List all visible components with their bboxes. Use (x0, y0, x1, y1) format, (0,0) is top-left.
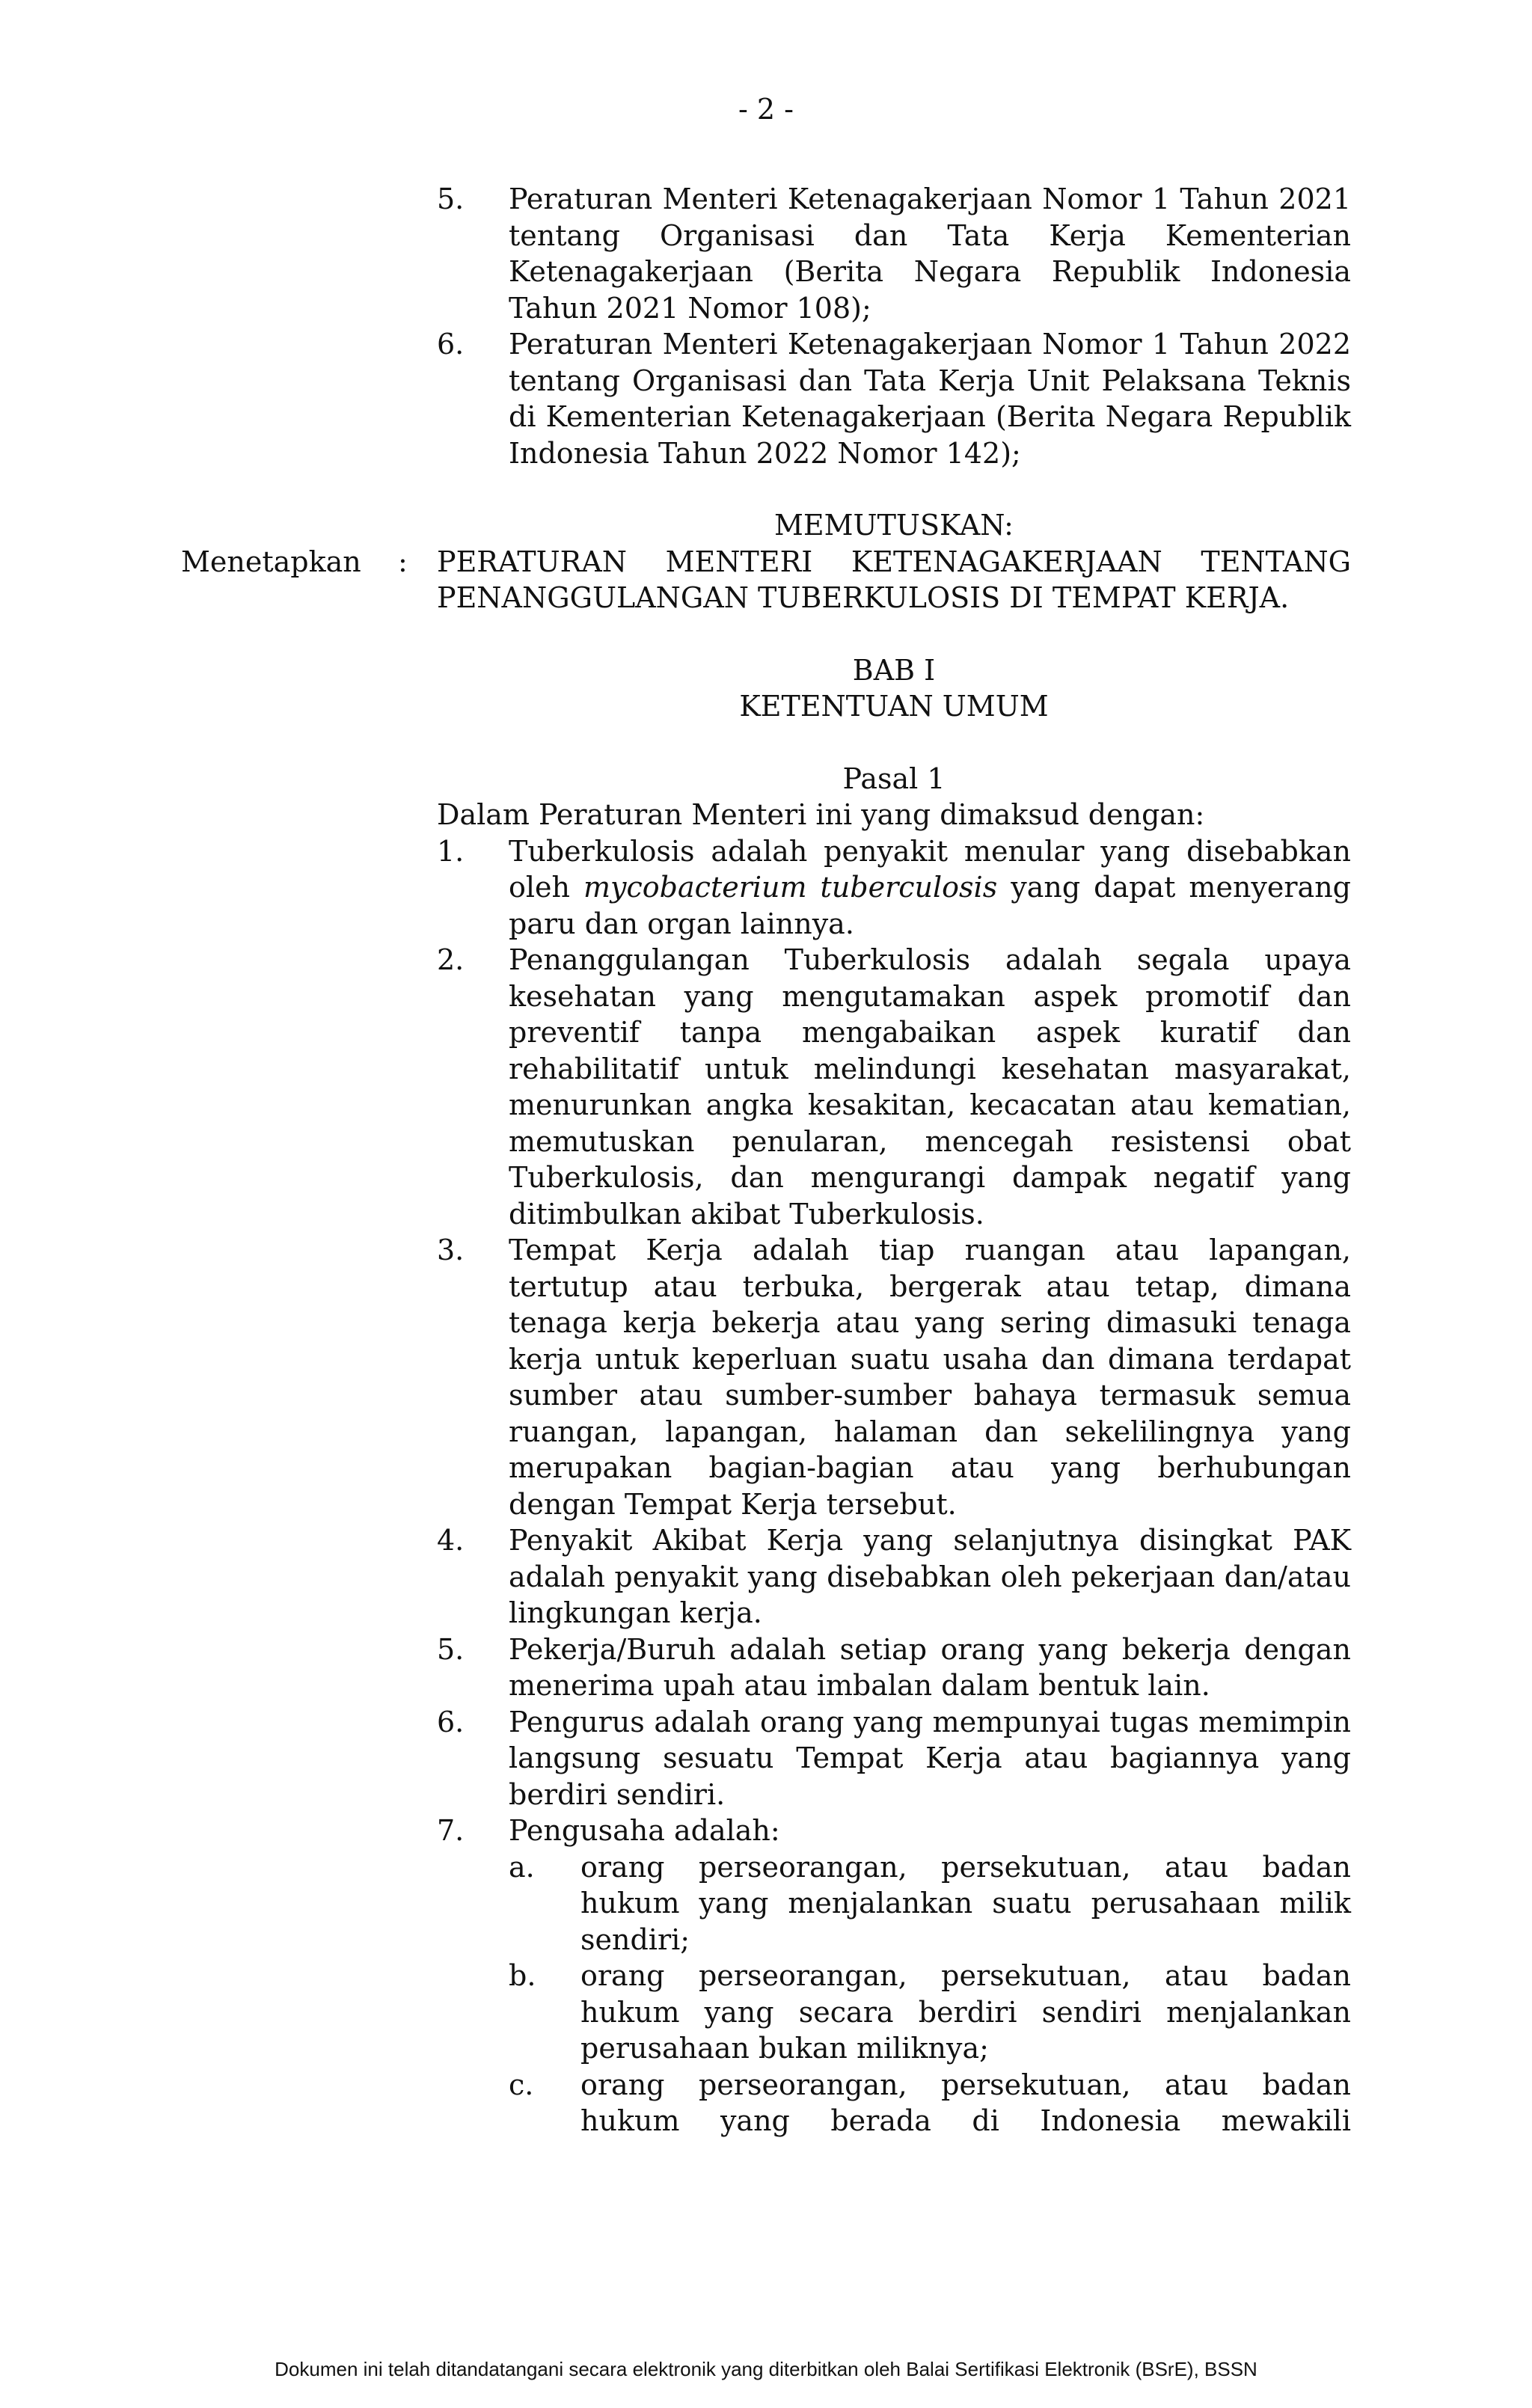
definition-item (437, 1522, 1351, 1632)
recital-item (437, 326, 1351, 471)
definition-text: Pengusaha adalah: (509, 1814, 780, 1847)
definition-italic-term: mycobacterium tuberculosis (583, 871, 998, 904)
definition-text (509, 833, 1351, 943)
decision-block (181, 544, 1351, 616)
definition-number: 3. (437, 1234, 465, 1266)
document-body (181, 181, 1351, 2139)
recital-number: 6. (437, 328, 465, 361)
chapter-title: BAB I (852, 653, 936, 687)
decision-label: Menetapkan (181, 545, 361, 578)
definition-number: 6. (437, 1705, 465, 1738)
chapter-subtitle: KETENTUAN UMUM (739, 690, 1049, 723)
definition-text: Tempat Kerja adalah tiap ruangan atau lapangan, tertutup atau terbuka, bergerak atau tetap, dimana tenaga kerja bekerja atau yang sering dimasuki tenaga kerja untuk keperluan suatu usaha dan dimana terdapat sumber atau sumber-sumber bahaya termasuk semua ruangan, lapangan, halaman dan sekelilingnya yang merupakan bagian-bagian atau yang berhubungan dengan Tempat Kerja tersebut. (509, 1234, 1351, 1521)
definition-text: Penanggulangan Tuberkulosis adalah segala upaya kesehatan yang mengutamakan aspek promotif dan preventif tanpa mengabaikan aspek kuratif dan rehabilitatif untuk melindungi kesehatan masyarakat, menurunkan angka kesakitan, kecacatan atau kematian, memutuskan penularan, mencegah resistensi obat Tuberkulosis, dan mengurangi dampak negatif yang ditimbulkan akibat Tuberkulosis. (509, 943, 1351, 1231)
definition-number: 1. (437, 834, 465, 868)
definition-number: 4. (437, 1524, 465, 1557)
subitem-letter: a. (509, 1850, 535, 1884)
subitem-letter: b. (509, 1959, 536, 1992)
subitem-text: orang perseorangan, persekutuan, atau badan hukum yang secara berdiri sendiri menjalankan perusahaan bukan miliknya; (580, 1959, 1351, 2065)
subitem-text: orang perseorangan, persekutuan, atau badan hukum yang menjalankan suatu perusahaan milik sendiri; (580, 1850, 1351, 1956)
definition-subitem (509, 1849, 1351, 1958)
spacer (437, 725, 1351, 761)
definition-text: Penyakit Akibat Kerja yang selanjutnya disingkat PAK adalah penyakit yang disebabkan oleh pekerjaan dan/atau lingkungan kerja. (509, 1524, 1351, 1629)
decision-text: PERATURAN MENTERI KETENAGAKERJAAN TENTANG PENANGGULANGAN TUBERKULOSIS DI TEMPAT KERJA. (437, 545, 1351, 614)
page-number: - 2 - (738, 93, 794, 126)
definition-text: Pengurus adalah orang yang mempunyai tugas memimpin langsung sesuatu Tempat Kerja atau bagiannya yang berdiri sendiri. (509, 1705, 1351, 1811)
recital-text: Peraturan Menteri Ketenagakerjaan Nomor 1 Tahun 2022 tentang Organisasi dan Tata Kerja Unit Pelaksana Teknis di Kementerian Ketenagakerjaan (Berita Negara Republik Indonesia Tahun 2022 Nomor 142); (509, 328, 1351, 470)
decision-colon: : (398, 545, 408, 578)
definition-item (437, 1813, 1351, 2139)
article-intro: Dalam Peraturan Menteri ini yang dimaksud dengan: (437, 798, 1205, 831)
definition-subitem (509, 1958, 1351, 2067)
recital-item (437, 181, 1351, 326)
subitem-letter: c. (509, 2068, 534, 2101)
spacer (437, 616, 1351, 652)
definition-number: 7. (437, 1814, 465, 1847)
decision-heading: MEMUTUSKAN: (774, 509, 1014, 542)
definition-number: 2. (437, 943, 465, 976)
definition-number: 5. (437, 1632, 465, 1666)
article-title: Pasal 1 (842, 762, 946, 795)
definition-text: Pekerja/Buruh adalah setiap orang yang bekerja dengan menerima upah atau imbalan dalam bentuk lain. (509, 1632, 1351, 1702)
definition-item (437, 1232, 1351, 1522)
definition-item (437, 1704, 1351, 1813)
definition-item (437, 1632, 1351, 1704)
definition-subitem (509, 2067, 1351, 2139)
definition-item (437, 833, 1351, 943)
recital-number: 5. (437, 183, 465, 215)
subitem-text: orang perseorangan, persekutuan, atau badan hukum yang berada di Indonesia mewakili (580, 2068, 1351, 2137)
signature-footer: Dokumen ini telah ditandatangani secara elektronik yang diterbitkan oleh Balai Sertifikasi Elektronik (BSrE), BSSN (275, 2358, 1257, 2380)
definition-text-block (509, 1813, 1351, 2139)
recital-text: Peraturan Menteri Ketenagakerjaan Nomor 1 Tahun 2021 tentang Organisasi dan Tata Kerja Kementerian Ketenagakerjaan (Berita Negara Republik Indonesia Tahun 2021 Nomor 108); (509, 183, 1351, 325)
definition-text-part: Tuberkulosis adalah penyakit menular yang disebabkan oleh (509, 834, 1351, 904)
definition-text-part: yang dapat menyerang paru dan organ lainnya. (509, 871, 1351, 940)
definition-item (437, 942, 1351, 1232)
spacer (437, 471, 1351, 507)
